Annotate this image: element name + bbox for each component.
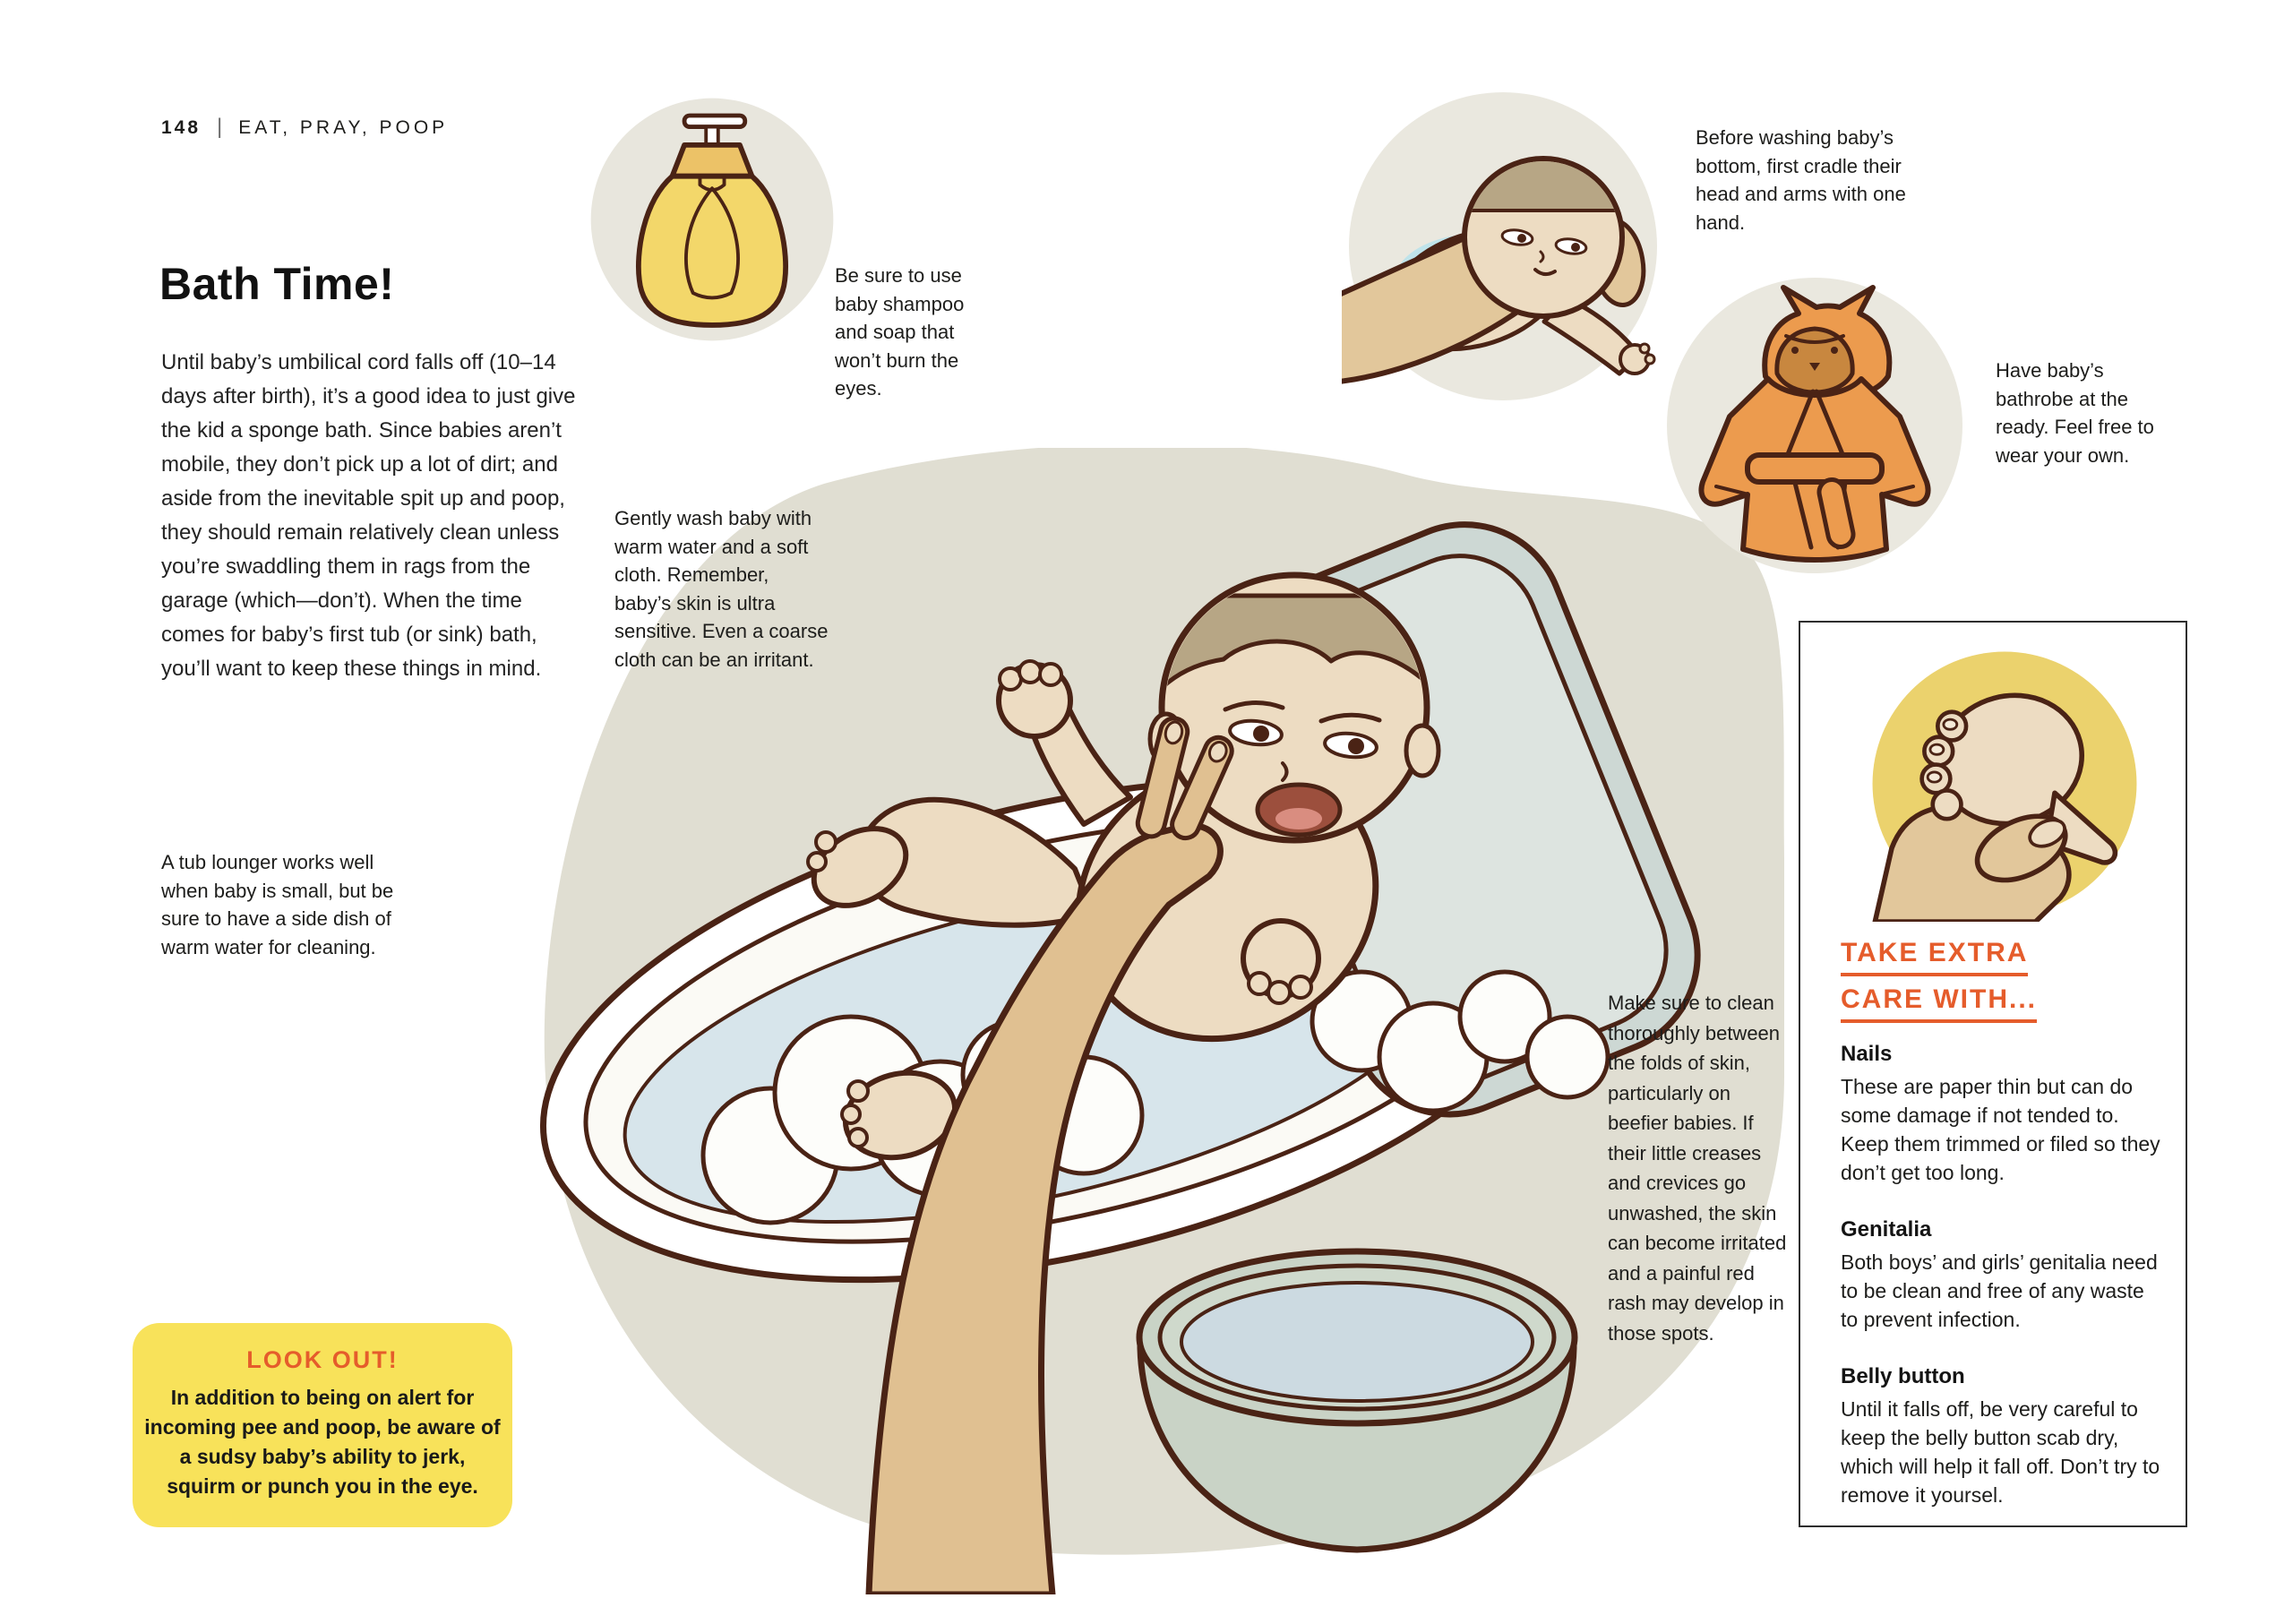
caption-cradle: Before washing baby’s bottom, first cradle their head and arms with one hand. (1696, 126, 1906, 234)
sidebar-title-line2: CARE WITH... (1841, 984, 2037, 1023)
caption-tub-lounger: A tub lounger works well when baby is small, but be sure to have a side dish of warm water for cleaning. (161, 851, 394, 958)
running-head-divider: | (217, 115, 223, 139)
robe-belt (1748, 455, 1882, 482)
sidebar-title-line1: TAKE EXTRA (1841, 938, 2028, 976)
sidebar-title (1841, 938, 2037, 1031)
sidebar-section-genitalia (1841, 1217, 2161, 1334)
cradled-baby-head (1464, 159, 1622, 316)
section-body: Until it falls off, be very careful to keep the belly button scab dry, which will help it fall off. Don’t try to remove it yoursel. (1841, 1397, 2160, 1507)
look-out-callout (133, 1323, 512, 1527)
running-head (161, 115, 448, 140)
section-heading: Genitalia (1841, 1217, 1932, 1242)
page-number: 148 (161, 117, 202, 138)
take-extra-care-sidebar (1799, 621, 2187, 1527)
baby-raised-fist (999, 661, 1070, 736)
section-body: These are paper thin but can do some damage if not tended to. Keep them trimmed or filed so they don’t get too long. (1841, 1075, 2160, 1184)
bottle-cap (673, 145, 752, 176)
baby-hand (1620, 344, 1654, 374)
section-heading: Belly button (1841, 1364, 1965, 1388)
shampoo-bottle-illustration (582, 90, 842, 349)
look-out-title: LOOK OUT! (246, 1346, 399, 1373)
cradled-baby-illustration (1342, 85, 1664, 408)
intro-paragraph: Until baby’s umbilical cord falls off (10–14 days after birth), it’s a good idea to just give the kid a sponge bath. Since babies aren’t mobile, they don’t pick up a lot of dirt; and aside from the inevitable spit up and poop, they should remain relatively clean unless you’re swaddling them in rags from the garage (which—don’t). When the time comes for baby’s first tub (or sink) bath, you’ll want to keep these things in mind. (161, 350, 576, 681)
caption-bathrobe: Have baby’s bathrobe at the ready. Feel free to wear your own. (1996, 359, 2154, 467)
page-title: Bath Time! (159, 259, 395, 309)
section-heading: Nails (1841, 1042, 1893, 1066)
sidebar-sections (1841, 1042, 2161, 1540)
fox-bathrobe-illustration (1662, 273, 1967, 578)
caption-shampoo: Be sure to use baby shampoo and soap that won’t burn the eyes. (835, 264, 965, 400)
section-body: Both boys’ and girls’ genitalia need to be clean and free of any waste to prevent infection. (1841, 1250, 2158, 1331)
caption-folds: Make sure to clean thoroughly between the folds of skin, particularly on beefier babies. If their little creases and crevices go unwashed, the skin can become irritated and a painful red rash may develop in those spots. (1608, 992, 1787, 1345)
look-out-body: In addition to being on alert for incoming pee and poop, be aware of a sudsy baby’s ability to jerk, squirm or punch you in the eye. (144, 1386, 501, 1498)
baby-lower-fist (1243, 921, 1318, 1003)
book-title: EAT, PRAY, POOP (238, 117, 449, 138)
sidebar-section-nails (1841, 1042, 2161, 1187)
sidebar-section-belly-button (1841, 1364, 2161, 1509)
caption-wash: Gently wash baby with warm water and a soft cloth. Remember, baby’s skin is ultra sensitive. Even a coarse cloth can be an irritant. (614, 507, 829, 671)
bottle-body (639, 176, 786, 325)
baby-fist-illustration (1867, 646, 2143, 922)
